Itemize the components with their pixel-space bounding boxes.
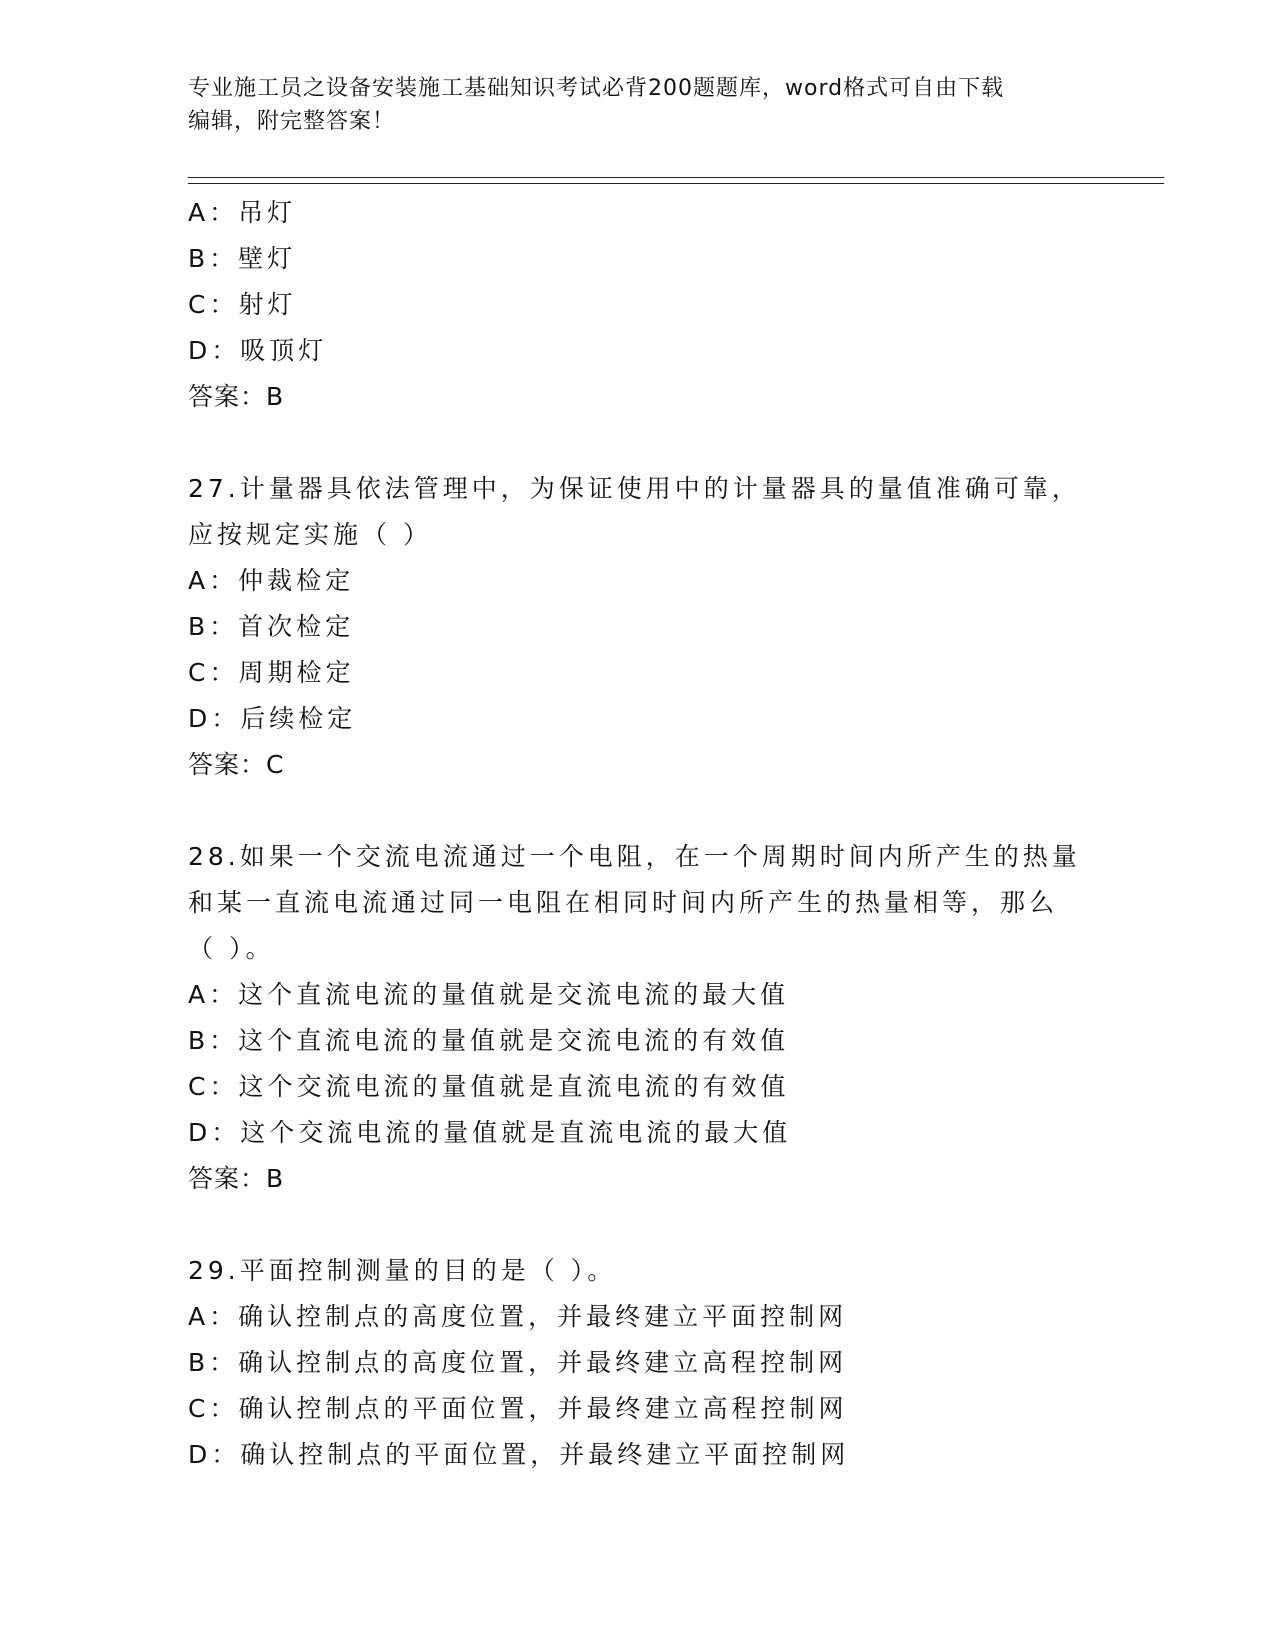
question-28 [188,834,1088,1202]
option-b: B：壁灯 [188,244,297,273]
question-stem-line: 29.平面控制测量的目的是（ ）。 [188,1256,617,1285]
spacer [188,420,1088,466]
option-d: D：吸顶灯 [188,336,328,365]
answer: 答案：B [188,1164,285,1193]
option-a: A：确认控制点的高度位置，并最终建立平面控制网 [188,1302,848,1331]
answer: 答案：B [188,382,285,411]
spacer [188,788,1088,834]
option-a: A：吊灯 [188,198,297,227]
question-list [188,190,1088,1478]
question-stem-line: 28.如果一个交流电流通过一个电阻，在一个周期时间内所产生的热量 [188,842,1081,871]
question-27 [188,466,1088,788]
option-b: B：首次检定 [188,612,355,641]
option-c: C：确认控制点的平面位置，并最终建立高程控制网 [188,1394,848,1423]
question-stem-line: 应按规定实施（ ） [188,520,432,549]
question-stem-line: （ ）。 [188,934,275,963]
option-d: D：确认控制点的平面位置，并最终建立平面控制网 [188,1440,850,1469]
header-rule-bottom [188,183,1164,184]
option-c: C：周期检定 [188,658,355,687]
option-b: B：确认控制点的高度位置，并最终建立高程控制网 [188,1348,848,1377]
question-26 [188,190,1088,420]
option-a: A：这个直流电流的量值就是交流电流的最大值 [188,980,790,1009]
option-c: C：射灯 [188,290,297,319]
spacer [188,1202,1088,1248]
header-line-1: 专业施工员之设备安装施工基础知识考试必背200题题库，word格式可自由下载 [188,76,1005,101]
header-rule-top [188,177,1164,178]
option-d: D：这个交流电流的量值就是直流电流的最大值 [188,1118,792,1147]
option-a: A：仲裁检定 [188,566,355,595]
option-b: B：这个直流电流的量值就是交流电流的有效值 [188,1026,790,1055]
question-29 [188,1248,1088,1478]
option-c: C：这个交流电流的量值就是直流电流的有效值 [188,1072,790,1101]
document-header [188,72,1088,138]
question-stem-line: 和某一直流电流通过同一电阻在相同时间内所产生的热量相等，那么 [188,888,1059,917]
header-line-2: 编辑，附完整答案！ [188,109,396,134]
option-d: D：后续检定 [188,704,357,733]
question-stem-line: 27.计量器具依法管理中，为保证使用中的计量器具的量值准确可靠， [188,474,1081,503]
answer: 答案：C [188,750,285,779]
